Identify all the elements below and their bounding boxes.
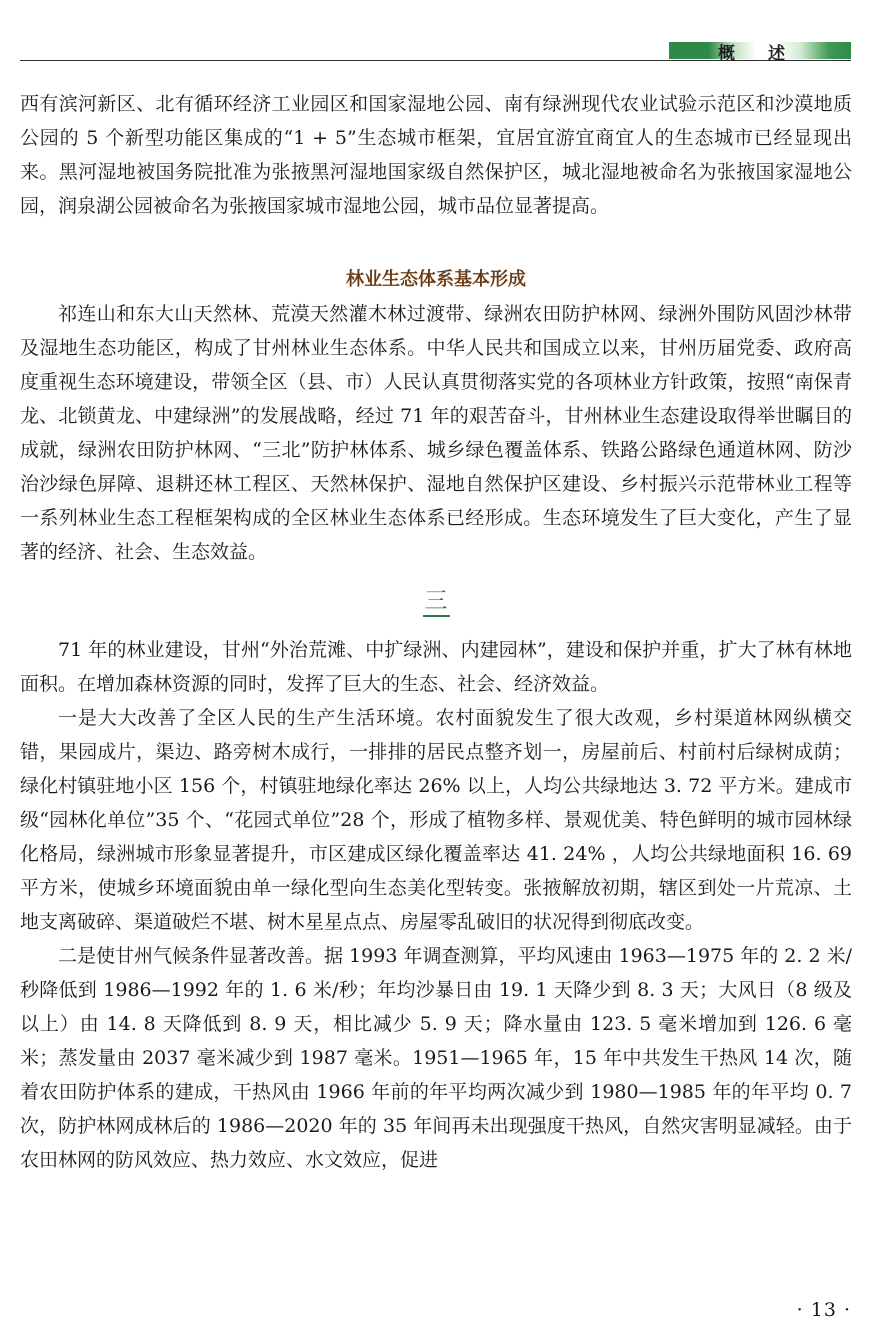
header-title: 概 述 [718, 44, 793, 64]
section-heading: 林业生态体系基本形成 [346, 269, 526, 290]
spacer [20, 223, 852, 263]
paragraph-5: 二是使甘州气候条件显著改善。据 1993 年调查测算，平均风速由 1963—1975 年的 2. 2 米/秒降低到 1986—1992 年的 1. 6 米/秒；年均沙暴日由 19. 1 天降少到 8. 3 天；大风日（8 级及以上）由 14. 8 天降低到 8. 9 天，相比减少 5. 9 天；降水量由 123. 5 毫米增加到 126. 6 毫米；蒸发量由 2037 毫米减少到 1987 毫米。1951—1965 年，15 年中共发生干热风 14 次，随着农田防护体系的建成，干热风由 1966 年前的年平均两次减少到 1980—1985 年的年平均 0. 7 次，防护林网成林后的 1986—2020 年的 35 年间再未出现强度干热风，自然灾害明显减轻。由于农田林网的防风效应、热力效应、水文效应，促进 [20, 945, 852, 1171]
paragraph-1: 西有滨河新区、北有循环经济工业园区和国家湿地公园、南有绿洲现代农业试验示范区和沙漠地质公园的 5 个新型功能区集成的“1 + 5”生态城市框架，宜居宜游宜商宜人的生态城市已经显现出来。黑河湿地被国务院批准为张掖黑河湿地国家级自然保护区，城北湿地被命名为张掖国家湿地公园，润泉湖公园被命名为张掖国家城市湿地公园，城市品位显著提高。 [20, 93, 852, 217]
spacer [20, 621, 852, 633]
page-number: · 13 · [796, 1299, 851, 1321]
spacer [20, 569, 852, 581]
paragraph-3: 71 年的林业建设，甘州“外治荒滩、中扩绿洲、内建园林”，建设和保护并重，扩大了林有林地面积。在增加森林资源的同时，发挥了巨大的生态、社会、经济效益。 [20, 639, 852, 695]
chapter-number-text: 三 [423, 588, 450, 617]
paragraph-2: 祁连山和东大山天然林、荒漠天然灌木林过渡带、绿洲农田防护林网、绿洲外围防风固沙林带及湿地生态功能区，构成了甘州林业生态体系。中华人民共和国成立以来，甘州历届党委、政府高度重视生态环境建设，带领全区（县、市）人民认真贯彻落实党的各项林业方针政策，按照“南保青龙、北锁黄龙、中建绿洲”的发展战略，经过 71 年的艰苦奋斗，甘州林业生态建设取得举世瞩目的成就，绿洲农田防护林网、“三北”防护林体系、城乡绿色覆盖体系、铁路公路绿色通道林网、防沙治沙绿色屏障、退耕还林工程区、天然林保护、湿地自然保护区建设、乡村振兴示范带林业工程等一系列林业生态工程框架构成的全区林业生态体系已经形成。生态环境发生了巨大变化，产生了显著的经济、社会、生态效益。 [20, 303, 852, 563]
paragraph-4: 一是大大改善了全区人民的生产生活环境。农村面貌发生了很大改观，乡村渠道林网纵横交错，果园成片，渠边、路旁树木成行，一排排的居民点整齐划一，房屋前后、村前村后绿树成荫；绿化村镇驻地小区 156 个，村镇驻地绿化率达 26% 以上，人均公共绿地达 3. 72 平方米。建成市级“园林化单位”35 个、“花园式单位”28 个，形成了植物多样、景观优美、特色鲜明的城市园林绿化格局，绿洲城市形象显著提升，市区建成区绿化覆盖率达 41. 24% ，人均公共绿地面积 16. 69 平方米，使城乡环境面貌由单一绿化型向生态美化型转变。张掖解放初期，辖区到处一片荒凉、土地支离破碎、渠道破烂不堪、树木星星点点、房屋零乱破旧的状况得到彻底改变。 [20, 707, 852, 933]
running-header [20, 38, 851, 62]
page-body [20, 87, 852, 1177]
chapter-number-heading [20, 581, 852, 621]
